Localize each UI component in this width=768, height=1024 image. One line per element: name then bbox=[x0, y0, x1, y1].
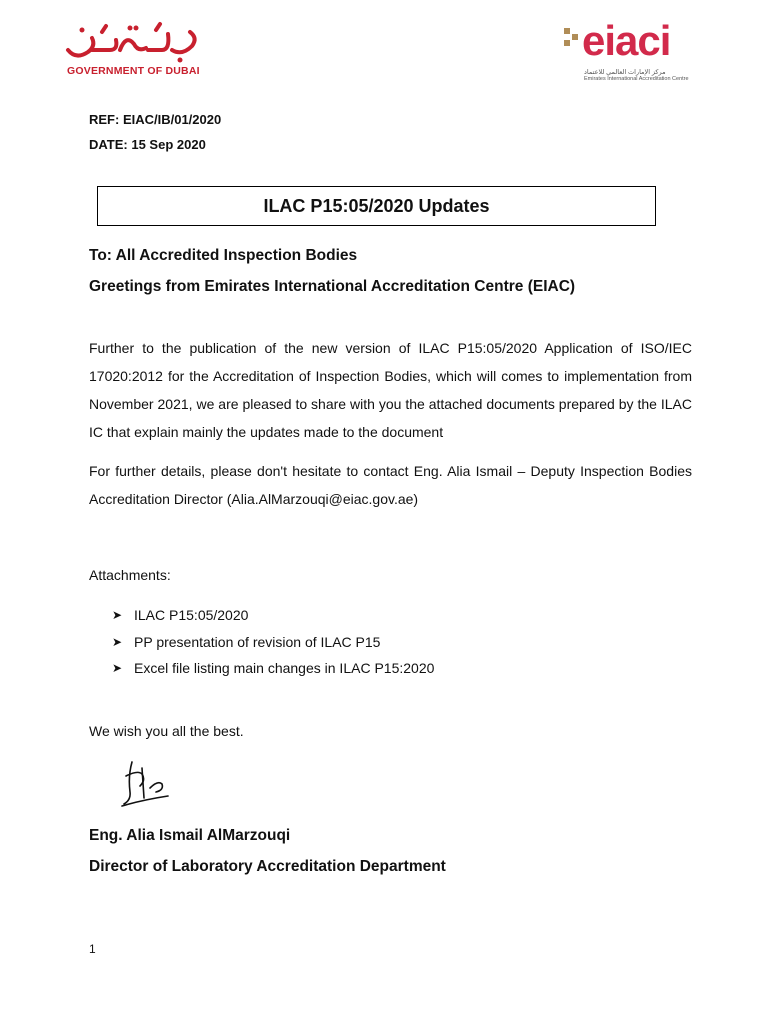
attachment-label: PP presentation of revision of ILAC P15 bbox=[134, 633, 381, 650]
eiac-logo bbox=[560, 17, 708, 82]
page-number: 1 bbox=[89, 942, 96, 956]
body-paragraph-2: For further details, please don't hesitate to contact Eng. Alia Ismail – Deputy Inspection Bodies Accreditation Director (Alia.AlMarzouqi@eiac.gov.ae) bbox=[89, 463, 692, 507]
dubai-arabic-calligraphy-icon bbox=[62, 20, 202, 64]
signature-icon bbox=[118, 758, 180, 810]
list-item bbox=[112, 602, 434, 629]
letter-date: DATE: 15 Sep 2020 bbox=[89, 137, 206, 152]
reference-number: REF: EIAC/IB/01/2020 bbox=[89, 112, 222, 127]
arrow-bullet-icon: ➤ bbox=[112, 661, 123, 676]
list-item bbox=[112, 655, 434, 682]
arrow-bullet-icon: ➤ bbox=[112, 634, 123, 649]
document-title: ILAC P15:05/2020 Updates bbox=[97, 186, 656, 226]
attachment-label: Excel file listing main changes in ILAC P15:2020 bbox=[134, 660, 435, 677]
eiac-emblem-icon bbox=[560, 24, 582, 64]
attachments-list bbox=[112, 602, 434, 682]
recipient-line: To: All Accredited Inspection Bodies bbox=[89, 247, 358, 264]
greeting-line: Greetings from Emirates International Accreditation Centre (EIAC) bbox=[89, 278, 576, 295]
eiac-logo-english: Emirates International Accreditation Centre bbox=[584, 76, 689, 82]
closing-line: We wish you all the best. bbox=[89, 723, 244, 739]
attachment-label: ILAC P15:05/2020 bbox=[134, 607, 249, 624]
arrow-bullet-icon: ➤ bbox=[112, 608, 123, 623]
government-of-dubai-logo bbox=[62, 20, 202, 80]
body-paragraph-1: Further to the publication of the new version of ILAC P15:05/2020 Application of ISO/IEC 17020:2012 for the Accreditation of Inspection Bodies, which will comes to implementation from November 2021, we are pleased to share with you the attached documents prepared by the ILAC IC that explain mainly the updates made to the document bbox=[89, 340, 692, 440]
eiac-logo-word: eiaci bbox=[582, 17, 671, 64]
list-item bbox=[112, 629, 434, 656]
signer-role: Director of Laboratory Accreditation Department bbox=[89, 858, 446, 875]
eiac-logo-arabic: مركز الإمارات العالمي للاعتماد bbox=[584, 69, 666, 76]
signer-name: Eng. Alia Ismail AlMarzouqi bbox=[89, 827, 291, 844]
attachments-label: Attachments: bbox=[89, 567, 171, 583]
gov-logo-caption: GOVERNMENT OF DUBAI bbox=[67, 65, 200, 77]
